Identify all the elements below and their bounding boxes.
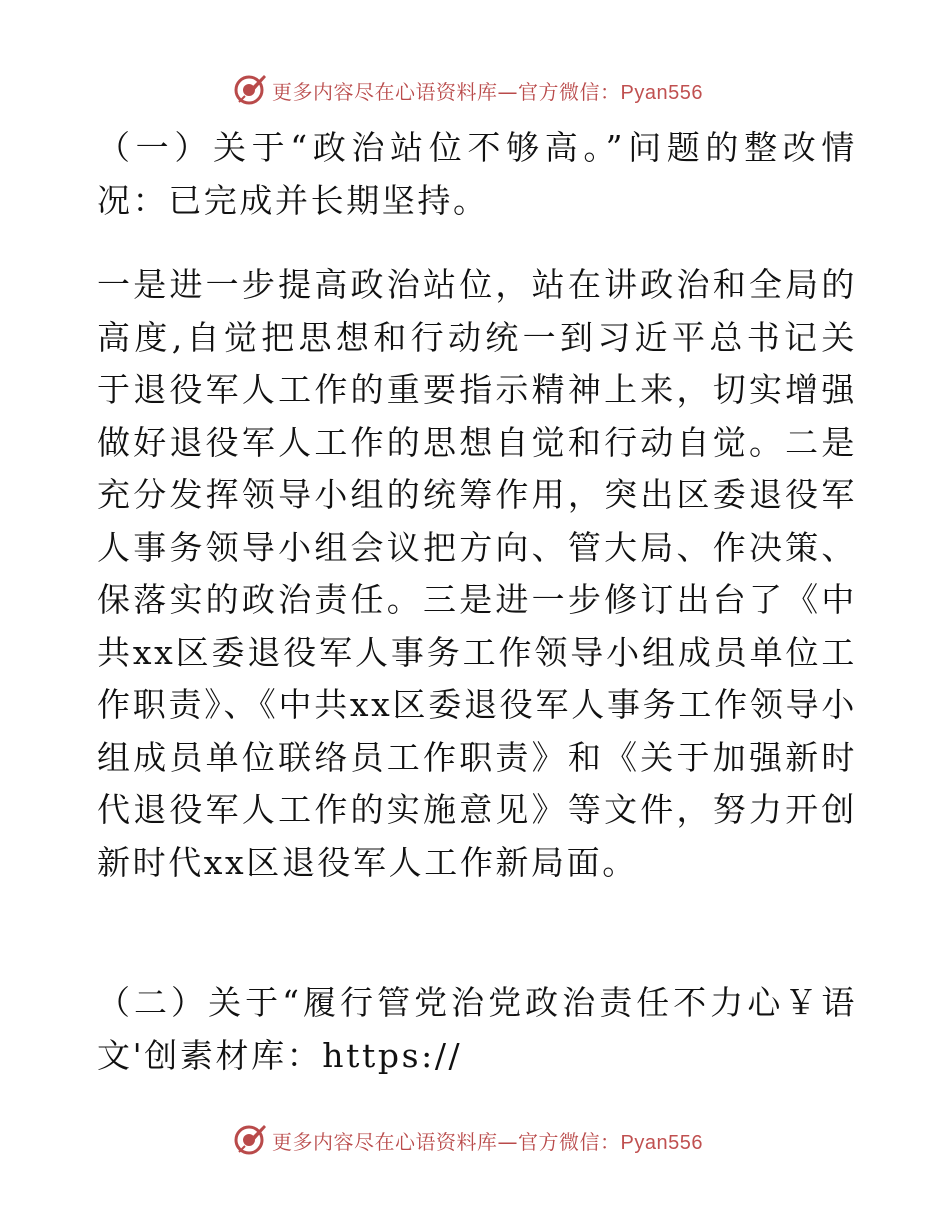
- watermark-wechat-id: Pyan556: [620, 82, 703, 104]
- watermark-library-text: 更多内容尽在心语资料库: [272, 1130, 498, 1154]
- watermark-wechat-id: Pyan556: [620, 1132, 703, 1154]
- watermark-text: [272, 76, 703, 105]
- watermark-separator: —: [497, 1130, 518, 1154]
- watermark-text: [272, 1126, 703, 1155]
- quill-seal-icon: [233, 1122, 267, 1156]
- watermark-library-text: 更多内容尽在心语资料库: [272, 80, 498, 104]
- watermark-separator: —: [497, 80, 518, 104]
- paragraph-2: 一是进一步提高政治站位，站在讲政治和全局的高度,自觉把思想和行动统一到习近平总书记关于退役军人工作的重要指示精神上来，切实增强做好退役军人工作的思想自觉和行动自觉。二是充分发挥领导小组的统筹作用，突出区委退役军人事务领导小组会议把方向、管大局、作决策、保落实的政治责任。三是进一步修订出台了《中共xx区委退役军人事务工作领导小组成员单位工作职责》、《中共xx区委退役军人事务工作领导小组成员单位联络员工作职责》和《关于加强新时代退役军人工作的实施意见》等文件，努力开创新时代xx区退役军人工作新局面。: [97, 265, 857, 882]
- paragraph-1: （一）关于“政治站位不够高。”问题的整改情况：已完成并长期坚持。: [97, 128, 857, 220]
- quill-seal-icon: [233, 72, 267, 106]
- header-watermark: [0, 70, 950, 110]
- watermark-wechat-label: 官方微信：: [518, 1130, 621, 1154]
- paragraph-3: （二）关于“履行管党治党政治责任不力心￥语文'创素材库：https://: [97, 983, 857, 1075]
- footer-watermark: [0, 1120, 950, 1160]
- watermark-wechat-label: 官方微信：: [518, 80, 621, 104]
